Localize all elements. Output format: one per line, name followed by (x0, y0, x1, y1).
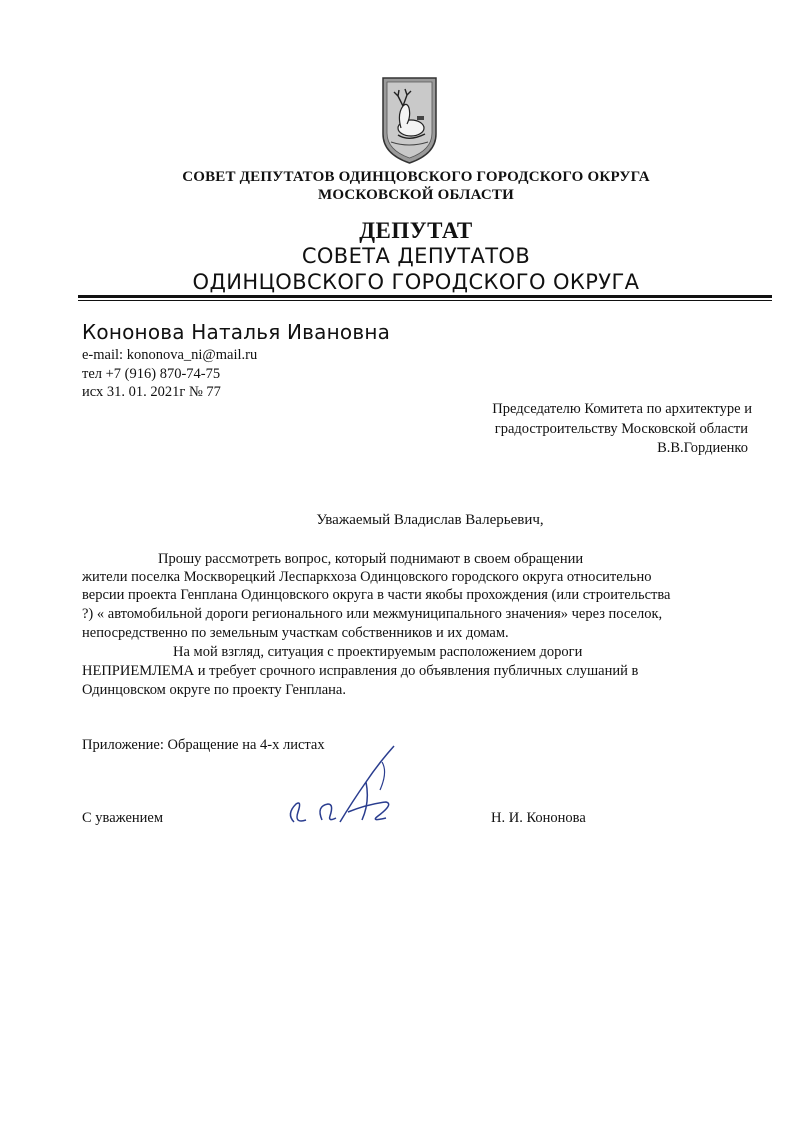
letterhead-divider-thick (78, 295, 772, 298)
closing: С уважением (82, 810, 164, 826)
addressee-name: В.В.Гордиенко (657, 440, 748, 456)
sender-email: e-mail: kononova_ni@mail.ru (82, 347, 258, 363)
letterhead-subtitle-2: ОДИНЦОВСКОГО ГОРОДСКОГО ОКРУГА (192, 270, 640, 294)
organization-name: СОВЕТ ДЕПУТАТОВ ОДИНЦОВСКОГО ГОРОДСКОГО ОКРУГА (182, 169, 650, 185)
signature (282, 742, 412, 842)
body-line: НЕПРИЕМЛЕМА и требует срочного исправления до объявления публичных слушаний в (82, 663, 639, 679)
body-line: ?) « автомобильной дороги регионального или межмуниципального значения» через поселок, (82, 606, 663, 622)
sender-name: Кононова Наталья Ивановна (82, 320, 391, 344)
body-line: Прошу рассмотреть вопрос, который поднимают в своем обращении (158, 551, 584, 567)
body-line: непосредственно по земельным участкам собственников и их домам. (82, 625, 509, 641)
signer-name: Н. И. Кононова (491, 810, 586, 826)
coat-of-arms-icon (381, 76, 438, 165)
attachment-note: Приложение: Обращение на 4-х листах (82, 737, 325, 753)
body-line: Одинцовском округе по проекту Генплана. (82, 682, 346, 698)
letterhead-divider-thin (78, 300, 772, 301)
letterhead-subtitle-1: СОВЕТА ДЕПУТАТОВ (301, 244, 531, 268)
organization-region: МОСКОВСКОЙ ОБЛАСТИ (317, 187, 514, 203)
addressee-line-2: градостроительству Московской области (494, 421, 748, 437)
body-line: версии проекта Генплана Одинцовского округа в части якобы прохождения (или строительства (82, 587, 671, 603)
outgoing-reference: исх 31. 01. 2021г № 77 (82, 384, 221, 400)
greeting: Уважаемый Владислав Валерьевич, (316, 512, 544, 528)
addressee-line-1: Председателю Комитета по архитектуре и (492, 401, 752, 417)
sender-phone: тел +7 (916) 870-74-75 (82, 366, 221, 382)
body-line: На мой взгляд, ситуация с проектируемым расположением дороги (173, 644, 583, 660)
letterhead-title: ДЕПУТАТ (359, 218, 473, 243)
body-line: жители поселка Москворецкий Леспаркхоза Одинцовского городского округа относительно (82, 569, 652, 585)
